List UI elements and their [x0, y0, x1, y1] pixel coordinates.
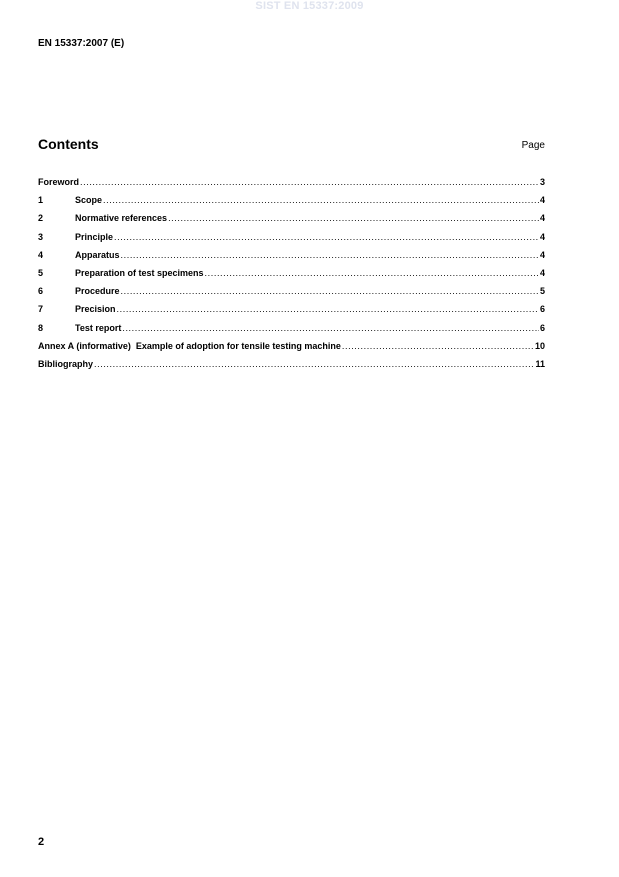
table-of-contents [38, 176, 545, 376]
toc-entry-number: 5 [38, 267, 44, 278]
toc-entry-page: 4 [539, 231, 545, 242]
dot-leader [122, 322, 539, 334]
dot-leader [205, 267, 539, 279]
watermark-text: SIST EN 15337:2009 [255, 0, 364, 12]
toc-entry-procedure[interactable] [38, 285, 545, 303]
toc-entry-title: Precision [75, 304, 116, 315]
toc-entry-principle[interactable] [38, 231, 545, 249]
toc-entry-page: 10 [534, 340, 545, 351]
toc-entry-title: Apparatus [75, 249, 120, 260]
toc-entry-annex-a[interactable] [38, 340, 545, 358]
toc-entry-page: 4 [539, 195, 545, 206]
dot-leader [121, 285, 539, 297]
dot-leader [342, 340, 534, 352]
toc-entry-title: Foreword [38, 177, 80, 187]
toc-entry-apparatus[interactable] [38, 249, 545, 267]
toc-entry-number: 8 [38, 322, 44, 333]
dot-leader [121, 249, 539, 261]
dot-leader [80, 176, 539, 188]
toc-entry-number: 7 [38, 304, 44, 315]
toc-entry-preparation-of-test-specimens[interactable] [38, 267, 545, 285]
toc-entry-title: Scope [75, 195, 103, 206]
toc-entry-test-report[interactable] [38, 322, 545, 340]
toc-entry-precision[interactable] [38, 303, 545, 321]
toc-entry-title: Normative references [75, 213, 168, 224]
toc-entry-title: Test report [75, 322, 122, 333]
toc-entry-foreword[interactable] [38, 176, 545, 194]
toc-entry-title: Preparation of test specimens [75, 267, 204, 278]
toc-entry-title: Annex A (informative) Example of adoption for tensile testing machine [38, 340, 341, 351]
dot-leader [114, 231, 539, 243]
toc-entry-title: Procedure [75, 286, 120, 297]
page-number: 2 [38, 836, 45, 848]
toc-entry-normative-references[interactable] [38, 212, 545, 230]
dot-leader [168, 212, 539, 224]
toc-entry-number: 4 [38, 249, 44, 260]
toc-entry-bibliography[interactable] [38, 358, 545, 376]
toc-entry-page: 3 [539, 177, 545, 187]
toc-entry-title: Bibliography [38, 358, 94, 369]
dot-leader [103, 194, 539, 206]
toc-entry-page: 4 [539, 267, 545, 278]
toc-entry-number: 2 [38, 213, 44, 224]
toc-entry-page: 4 [539, 213, 545, 224]
dot-leader [94, 358, 534, 370]
toc-entry-number: 1 [38, 195, 44, 206]
toc-entry-number: 6 [38, 286, 44, 297]
dot-leader [117, 303, 539, 315]
toc-entry-page: 5 [539, 286, 545, 297]
toc-entry-page: 6 [539, 304, 545, 315]
page-column-label: Page [521, 140, 545, 151]
document-id: EN 15337:2007 (E) [38, 38, 125, 49]
toc-entry-title: Principle [75, 231, 114, 242]
toc-entry-scope[interactable] [38, 194, 545, 212]
toc-entry-page: 6 [539, 322, 545, 333]
toc-entry-page: 11 [535, 358, 545, 369]
contents-heading: Contents [38, 136, 99, 152]
toc-entry-number: 3 [38, 231, 44, 242]
toc-entry-page: 4 [539, 249, 545, 260]
